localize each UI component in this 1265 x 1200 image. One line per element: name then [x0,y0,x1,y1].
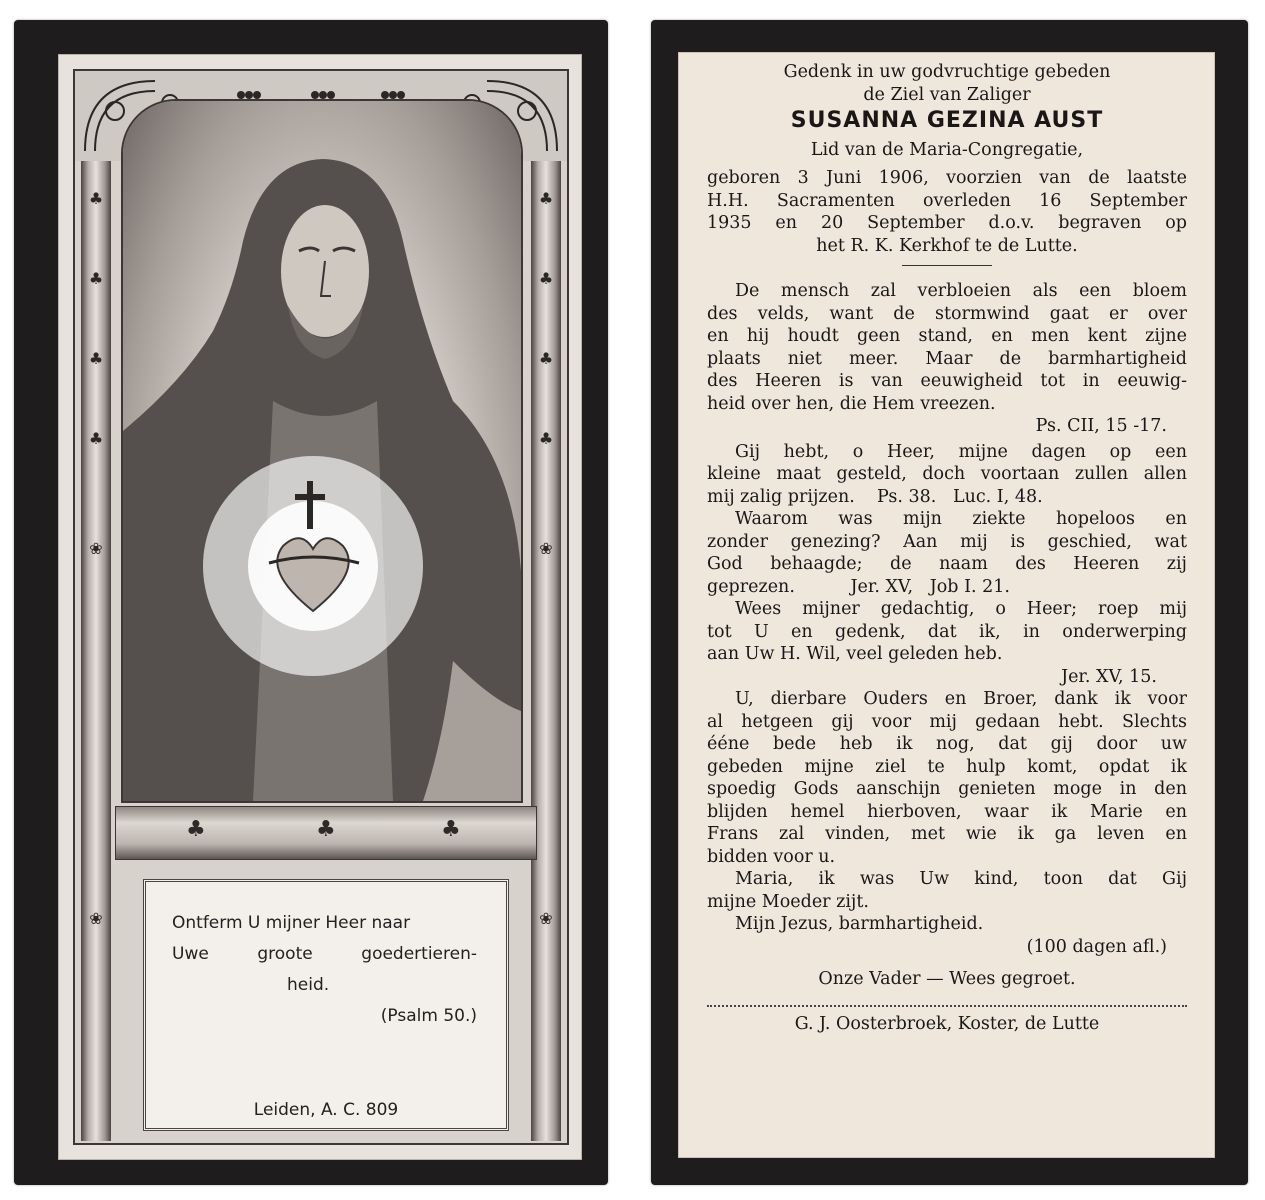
clover-ornament-icon: ♣ [88,269,104,288]
text-line: heid over hen, die Hem vreezen. [707,393,996,414]
capital-ornament-icon: ❀ [89,539,103,558]
clover-ornament-icon: ♣ [538,189,554,208]
capital-ornament-icon: ❀ [539,539,553,558]
biography [707,167,1187,257]
clover-ornament-icon: ♣ [538,429,554,448]
verse-panel [143,879,509,1131]
clover-ornament-icon: ♣ [538,349,554,368]
text-line: U, dierbare Ouders en Broer, dank ik voor [735,689,1187,709]
farewell-paragraph [707,688,1187,868]
text-line: geprezen. Jer. XV, Job I. 21. [707,576,1010,597]
clover-ornament-icon: ♣ [88,429,104,448]
text-line: tot U en gedenk, dat ik, in onderwerping [707,621,1187,642]
verse-line: heid. [287,975,330,995]
text-line: Maria, ik was Uw kind, toon dat Gij [735,869,1187,889]
card-front-paper [58,54,582,1160]
capital-ornament-icon: ❀ [539,909,553,928]
bio-line: 1935 en 20 September d.o.v. begraven op [707,213,1187,233]
header-line: de Ziel van Zaliger [863,84,1031,105]
clover-ornament-icon: ♣ [88,349,104,368]
closing-prayers: Onze Vader — Wees gegroet. [818,969,1076,989]
scripture-paragraph [707,441,1187,509]
text-line: Waarom was mijn ziekte hopeloos en [735,509,1187,529]
clover-ornament-icon: ♣ [538,269,554,288]
text-line: plaats niet meer. Maar de barmhartigheid [707,348,1187,369]
ornamental-frame [73,69,569,1145]
text-line: mij zalig prijzen. Ps. 38. Luc. I, 48. [707,486,1043,507]
clover-ornament-icon: ♣ [88,189,104,208]
psalm-verse [172,908,477,1032]
text-line: mijne Moeder zijt. [707,891,869,912]
marian-prayer [707,868,1187,913]
text-line: bidden voor u. [707,846,836,867]
text-line: aan Uw H. Wil, veel geleden heb. [707,644,1003,664]
prayer-card-back [651,20,1248,1185]
invocation: Mijn Jezus, barmhartigheid. [735,914,984,934]
text-line: Frans zal vinden, met wie ik ga leven en [707,824,1187,844]
text-line: zonder genezing? Aan mij is geschied, wat [707,531,1187,552]
header-line: Gedenk in uw godvruchtige gebeden [783,62,1111,82]
crossbeam [115,806,537,860]
sacred-heart-portrait [121,99,523,803]
text-line: en hij houdt geen stand, en men kent zijne [707,326,1187,346]
text-line: ééne bede heb ik nog, dat gij door uw [707,734,1187,754]
trefoil-ornament-icon: ♣ [316,817,336,842]
card-back-paper [678,52,1215,1158]
footer-sexton: G. J. Oosterbroek, Koster, de Lutte [794,1013,1100,1034]
text-line: al hetgeen gij voor mij gedaan hebt. Slechts [707,711,1187,732]
psalm-reference: (Psalm 50.) [380,1006,477,1026]
text-line: gebeden mijne ziel te hulp komt, opdat ik [707,756,1187,777]
text-line: kleine maat gesteld, doch voortaan zullen allen [707,464,1187,484]
bio-line: H.H. Sacramenten overleden 16 September [707,190,1187,211]
capital-ornament-icon: ❀ [89,909,103,928]
printer-imprint: Leiden, A. C. 809 [253,1100,399,1120]
text-line: spoedig Gods aanschijn genieten moge in den [707,779,1187,799]
text-line: God behaagde; de naam des Heeren zij [707,554,1187,574]
text-line: Wees mijner gedachtig, o Heer; roep mij [735,599,1187,619]
verse-line: Ontferm U mijner Heer naar [172,913,411,933]
bio-line: geboren 3 Juni 1906, voorzien van de laatste [707,168,1187,188]
scripture-paragraph [707,280,1187,438]
right-column [531,161,561,1141]
trefoil-ornament-icon: ♣ [441,817,461,842]
text-line: De mensch zal verbloeien als een bloem [735,281,1187,301]
scripture-paragraph [707,598,1187,688]
indulgence-note: (100 dagen afl.) [1026,936,1167,957]
scripture-reference: Jer. XV, 15. [1061,666,1157,687]
verse-line: Uwe groote goedertieren- [172,944,477,964]
text-line: Gij hebt, o Heer, mijne dagen op een [735,441,1187,462]
left-column [81,161,111,1141]
scripture-paragraph [707,508,1187,598]
membership-line: Lid van de Maria-Congregatie, [810,139,1084,160]
bio-line: het R. K. Kerkhof te de Lutte. [816,235,1078,256]
prayer-card-front [14,20,608,1185]
trefoil-ornament-icon: ♣ [186,817,206,842]
deceased-name: SUSANNA GEZINA AUST [790,108,1104,133]
jesus-figure-illustration [123,101,521,801]
memorial-text [707,61,1187,1035]
text-line: des velds, want de stormwind gaat er over [707,303,1187,324]
separator-rule [902,265,992,266]
scripture-reference: Ps. CII, 15 -17. [1035,416,1167,436]
dotted-separator [707,1005,1187,1007]
text-line: des Heeren is van eeuwigheid tot in eeuwig- [707,371,1187,391]
text-line: blijden hemel hierboven, waar ik Marie en [707,801,1187,822]
